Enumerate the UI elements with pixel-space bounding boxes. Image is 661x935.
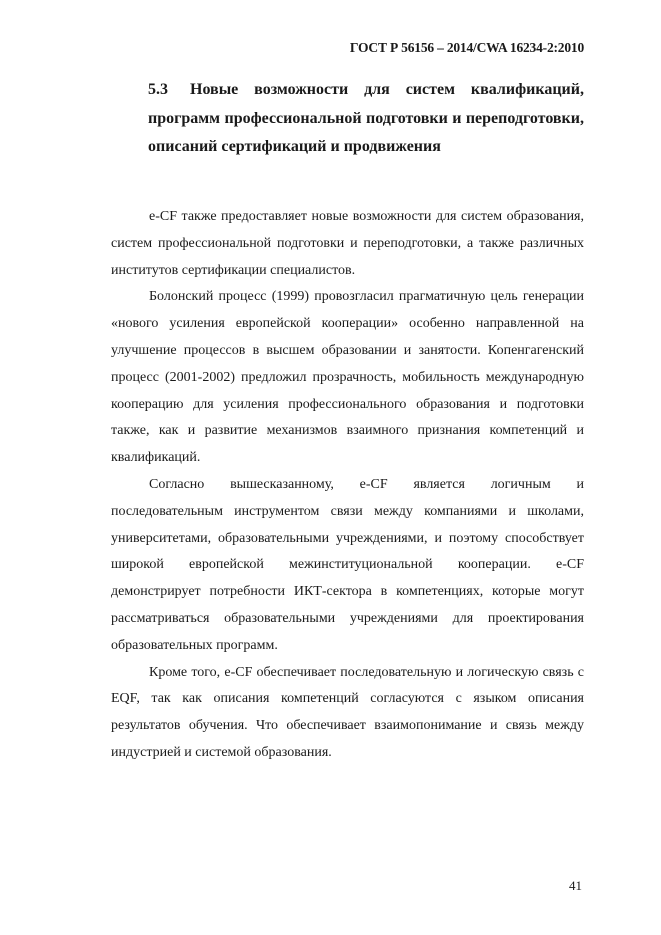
paragraph-eqf-link: Кроме того, e-CF обеспечивает последовательную и логическую связь с EQF, так как описания компетенций согласуются с языком описания результатов обучения. Что обеспечивает взаимопонимание и связь между индустрией и системой образования.: [111, 664, 584, 760]
page-number: 41: [569, 878, 582, 893]
paragraph-ecf-tool: Согласно вышесказанному, e-CF является логичным и последовательным инструментом связи между компаниями и школами, университетами, образовательными учреждениями, и поэтому способствует широкой европейской межинституциональной кооперации. e-CF демонстрирует потребности ИКТ-сектора в компетенциях, которые могут рассматриваться образовательными учреждениями для проектирования образовательных программ.: [111, 476, 584, 653]
paragraph-ecf-opportunities: e-CF также предоставляет новые возможности для систем образования, систем профессиональной подготовки и переподготовки, а также различных институтов сертификации специалистов.: [111, 209, 584, 278]
paragraph-bologna-process: Болонский процесс (1999) провозгласил прагматичную цель генерации «нового усиления европейской кооперации» особенно направленной на улучшение процессов в высшем образовании и занятости. Копенгагенский процесс (2001-2002) предложил прозрачность, мобильность международную кооперацию для усиления профессионального образования и подготовки также, как и развитие механизмов взаимного признания компетенций и квалификаций.: [111, 289, 584, 466]
section-number: 5.3: [148, 81, 168, 98]
document-code-header: ГОСТ Р 56156 – 2014/CWA 16234-2:2010: [349, 40, 584, 55]
body-text: [111, 204, 584, 767]
section-title: Новые возможности для систем квалификаций, программ профессиональной подготовки и переподготовки, описаний сертификаций и продвижения: [148, 81, 584, 155]
section-heading: [148, 76, 584, 162]
